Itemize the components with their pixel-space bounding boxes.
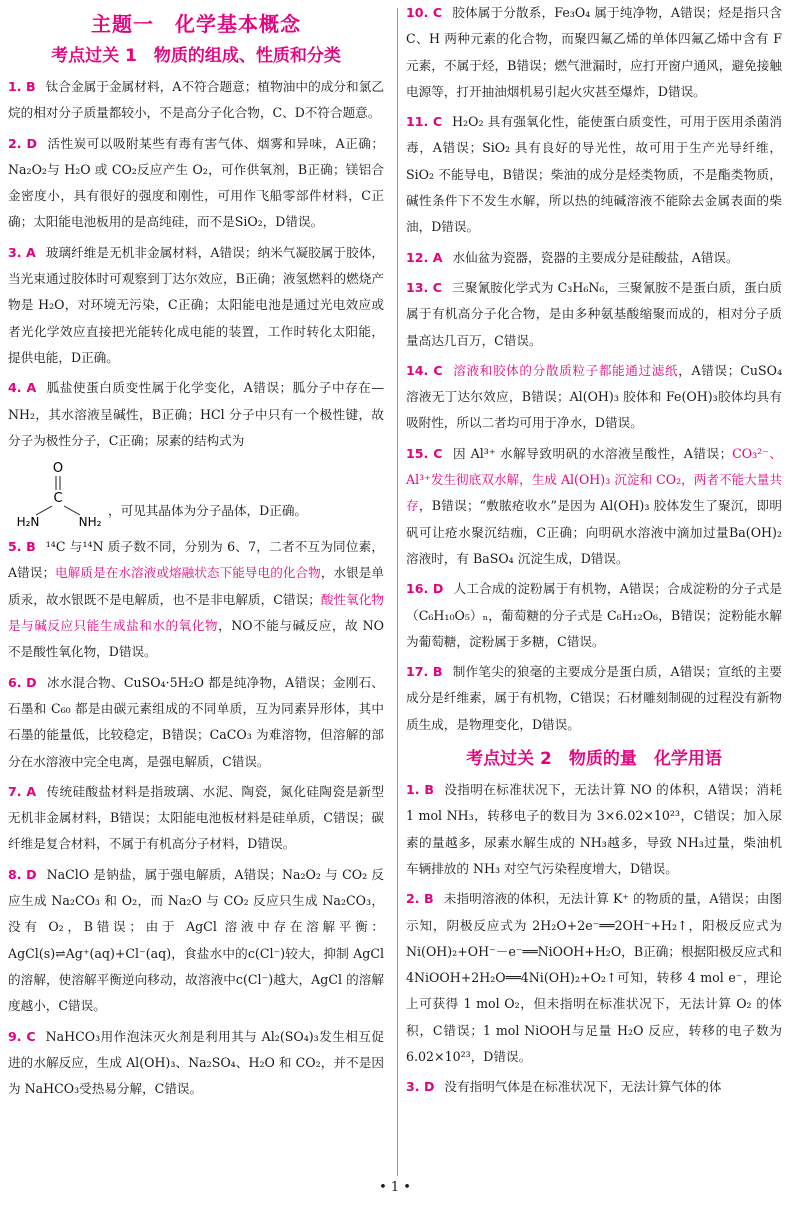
- question-number: 3.: [406, 1079, 424, 1095]
- question-number: 13.: [406, 279, 433, 295]
- answer-letter: C: [433, 362, 443, 378]
- answer-letter: A: [432, 249, 443, 265]
- column-divider: [397, 8, 398, 1176]
- bond-c-n-right: [64, 506, 80, 515]
- highlighted-text: 电解质是在水溶液或熔融状态下能导电的化合物: [55, 565, 321, 581]
- answer-letter: D: [432, 581, 444, 597]
- explanation-text: 制作笔尖的狼毫的主要成分是蛋白质，A错误；宣纸的主要成分是纤维素，属于有机物，C错误；石材雕刻制砚的过程没有新物质生成，是物理变化，D错误。: [406, 664, 782, 732]
- question-number: 17.: [406, 664, 433, 680]
- explanation-text: 三聚氰胺化学式为 C₃H₆N₆，三聚氰胺不是蛋白质，蛋白质属于有机高分子化合物，是由多种氨基酸缩聚而成的，相对分子质量高达几百万，C错误。: [406, 279, 782, 348]
- answer-letter: C: [432, 114, 443, 130]
- amino-group-left: H₂N: [16, 515, 40, 530]
- explanation-text: 没有指明气体是在标准状况下，无法计算气体的体: [444, 1079, 722, 1095]
- explanation-text: ，NO不能与碱反应，故 NO 不是酸性氧化物，D错误。: [8, 618, 385, 660]
- answer-item: [406, 245, 782, 271]
- answer-letter: B: [26, 539, 36, 555]
- answer-item: [406, 358, 782, 437]
- question-number: 9.: [8, 1028, 27, 1044]
- answer-item: [8, 534, 384, 665]
- section-title-2: 考点过关 2 物质的量 化学用语: [466, 749, 722, 770]
- answer-item: [8, 131, 384, 236]
- explanation-text: 没指明在标准状况下，无法计算 NO 的体积，A错误；消耗 1 mol NH₃，转移电子的数目为 3×6.02×10²³，C错误；加入尿素的量越多，尿素水解生成的 NH₃越多，导致 NH₃过量，柴油机车辆排放的 NH₃ 对空气污染程度增大，D错误。: [406, 782, 782, 876]
- answer-letter: B: [26, 79, 36, 94]
- explanation-text: 冰水混合物、CuSO₄·5H₂O 都是纯净物，A错误；金刚石、石墨和 C₆₀ 都是由碳元素组成的不同单质，互为同素异形体，其中石墨的能量低，比较稳定，B错误；CaCO₃ 为难溶物，但溶解的部分在水溶液中完全电离，是强电解质，C错误。: [8, 674, 385, 769]
- atom-carbon: C: [53, 491, 63, 507]
- answer-item: [8, 74, 384, 127]
- question-number: 11.: [406, 114, 433, 130]
- answer-list-right: [406, 0, 782, 738]
- question-number: 8.: [8, 866, 27, 882]
- question-number: 1.: [8, 79, 26, 94]
- section-title-1: 考点过关 1 物质的组成、性质和分类: [51, 46, 341, 66]
- answer-letter: B: [424, 782, 434, 798]
- explanation-text: 因 Al³⁺ 水解导致明矾的水溶液呈酸性，A错误；: [452, 445, 733, 461]
- question-number: 16.: [406, 581, 433, 597]
- explanation-text: ，水银是单质汞，故水银既不是电解质，也不是非电解质，C错误；: [8, 565, 385, 607]
- answer-letter: D: [26, 674, 37, 690]
- answer-item: [406, 441, 782, 572]
- question-number: 7.: [8, 783, 27, 799]
- urea-structural-formula: [8, 458, 108, 530]
- answer-letter: D: [423, 1079, 435, 1095]
- bond-c-n-left: [36, 506, 52, 515]
- answer-item: [406, 886, 782, 1070]
- explanation-text: ，可见其晶体为分子晶体，D正确。: [108, 503, 308, 519]
- right-column: [406, 0, 782, 1105]
- answer-item: [406, 777, 782, 882]
- explanation-text: 玻璃纤维是无机非金属材料，A错误；纳米气凝胶属于胶体，当光束通过胶体时可观察到丁达尔效应，B正确；液氢燃料的燃烧产物是 H₂O，对环境无污染，C正确；太阳能电池是通过光电效应或者光化学效应直接把光能转化成电能的装置，工作时转化太阳能，提供电能，D正确。: [8, 244, 384, 365]
- answer-item: [406, 109, 782, 240]
- page-number: • 1 •: [379, 1180, 411, 1195]
- explanation-text: 人工合成的淀粉属于有机物，A错误；合成淀粉的分子式是（C₆H₁₀O₅）ₙ，葡萄糖的分子式是 C₆H₁₂O₆，B错误；淀粉能水解为葡萄糖，淀粉属于多糖，C错误。: [406, 581, 782, 649]
- atom-oxygen: O: [52, 461, 64, 477]
- explanation-text: NaHCO₃用作泡沫灭火剂是利用其与 Al₂(SO₄)₃发生相互促进的水解反应，生成 Al(OH)₃、Na₂SO₄、H₂O 和 CO₂，并不是因为 NaHCO₃受热易分解，C错误。: [8, 1028, 384, 1097]
- explanation-text: 钛合金属于金属材料，A不符合题意；植物油中的成分和氯乙烷的相对分子质量都较小，不是高分子化合物，C、D不符合题意。: [8, 79, 384, 121]
- answer-letter: C: [26, 1028, 36, 1044]
- answer-item: [406, 576, 782, 655]
- question-number: 6.: [8, 674, 27, 690]
- answer-list-left: [8, 74, 384, 1102]
- question-number: 5.: [8, 539, 27, 555]
- answer-item: [406, 1074, 782, 1100]
- topic-title: 主题一 化学基本概念: [91, 12, 301, 36]
- highlighted-text: CO₃²⁻、Al³⁺发生彻底双水解，生成 Al(OH)₃ 沉淀和 CO₂，两者不能大量共存: [406, 445, 782, 514]
- answer-letter: D: [26, 866, 37, 882]
- urea-structure-row: [8, 458, 384, 530]
- explanation-text: ，B错误；“敷脓疮收水”是因为 Al(OH)₃ 胶体发生了聚沉，即明矾可让疮水聚沉结痂，C正确；向明矾水溶液中滴加过量Ba(OH)₂ 溶液时，有 BaSO₄ 沉淀生成，D错误。: [406, 498, 782, 566]
- explanation-text: H₂O₂ 具有强氧化性，能使蛋白质变性，可用于医用杀菌消毒，A错误；SiO₂ 具有良好的导光性，故可用于生产光导纤维，SiO₂ 不能导电，B错误；柴油的成分是烃类物质，不是酯类物质，碱性条件下不发生水解，所以热的纯碱溶液不能除去金属表面的柴油，D错误。: [406, 114, 782, 235]
- answer-item: [8, 240, 384, 371]
- answer-letter: C: [432, 5, 443, 20]
- question-number: 4.: [8, 380, 27, 396]
- answer-letter: A: [26, 380, 37, 396]
- amino-group-right: NH₂: [78, 515, 102, 530]
- answer-list-right-2: [406, 777, 782, 1101]
- question-number: 10.: [406, 5, 433, 20]
- question-number: 12.: [406, 249, 433, 265]
- explanation-text: 传统硅酸盐材料是指玻璃、水泥、陶瓷，氮化硅陶瓷是新型无机非金属材料，B错误；太阳能电池板材料是硅单质，C错误；碳纤维是复合材料，不属于有机高分子材料，D错误。: [8, 783, 385, 852]
- answer-letter: B: [424, 891, 434, 907]
- explanation-text: NaClO 是钠盐，属于强电解质，A错误；Na₂O₂ 与 CO₂ 反应生成 Na₂CO₃ 和 O₂，而 Na₂O 与 CO₂ 反应只生成 Na₂CO₃，没有 O₂，B错误；由于 AgCl 溶液中存在溶解平衡：AgCl(s)⇌Ag⁺(aq)+Cl⁻(aq)，食盐水中的c(Cl⁻)较大，抑制 AgCl 的溶解，使溶解平衡逆向移动，故溶液中c(Cl⁻)越大，AgCl 的溶解度越小，C错误。: [8, 866, 384, 1014]
- question-number: 14.: [406, 362, 434, 378]
- explanation-text: ¹⁴C 与¹⁴N 质子数不同，分别为 6、7，二者不互为同位素，A错误；: [8, 539, 385, 581]
- answer-item: [8, 375, 384, 454]
- answer-letter: A: [26, 244, 36, 260]
- explanation-text: 未指明溶液的体积，无法计算 K⁺ 的物质的量，A错误；由图示知，阴极反应式为 2H₂O+2e⁻══2OH⁻+H₂↑，阳极反应式为 Ni(OH)₂+OH⁻－e⁻══NiOOH+H₂O，B正确；根据阳极反应式和 4NiOOH+2H₂O══4Ni(OH)₂+O₂↑可知，转移 4 mol e⁻，理论上可获得 1 mol O₂，但未指明在标准状况下，无法计算 O₂ 的体积，C错误；1 mol NiOOH与足量 H₂O 反应，转移的电子数为 6.02×10²³，D错误。: [406, 891, 782, 1064]
- answer-letter: D: [26, 135, 37, 151]
- answer-item: [8, 779, 384, 858]
- answer-item: [406, 0, 782, 105]
- answer-item: [406, 275, 782, 354]
- explanation-text: 胶体属于分散系，Fe₃O₄ 属于纯净物，A错误；烃是指只含 C、H 两种元素的化合物，而聚四氟乙烯的单体四氟乙烯中含有 F 元素，不属于烃，B错误；燃气泄漏时，应打开窗户通风，避免接触电源等，打开抽油烟机易引起火灾甚至爆炸，D错误。: [406, 5, 782, 99]
- answer-letter: A: [26, 783, 37, 799]
- highlighted-text: 酸性氧化物是与碱反应只能生成盐和水的氧化物: [8, 591, 385, 634]
- answer-item: [8, 862, 384, 1020]
- highlighted-text: 溶液和胶体的分散质粒子都能通过滤纸: [452, 362, 679, 378]
- explanation-text: 水仙盆为瓷器，瓷器的主要成分是硅酸盐，A错误。: [452, 249, 739, 265]
- question-number: 15.: [406, 445, 434, 461]
- explanation-text: 胍盐使蛋白质变性属于化学变化，A错误；胍分子中存在—NH₂，其水溶液呈碱性，B正确；HCl 分子中只有一个极性键，故分子为极性分子，C正确；尿素的结构式为: [8, 380, 384, 448]
- question-number: 2.: [406, 891, 425, 907]
- question-number: 1.: [406, 782, 425, 798]
- explanation-text: ，A错误；CuSO₄ 溶液无丁达尔效应，B错误；Al(OH)₃ 胶体和 Fe(OH)₃胶体均具有吸附性，所以二者均可用于净水，D错误。: [406, 362, 782, 431]
- answer-letter: C: [433, 445, 443, 461]
- left-column: [8, 0, 384, 1106]
- question-number: 2.: [8, 135, 27, 151]
- answer-letter: B: [432, 664, 443, 680]
- explanation-text: 活性炭可以吸附某些有毒有害气体、烟雾和异味，A正确；Na₂O₂与 H₂O 或 CO₂反应产生 O₂，可作供氧剂，B正确；镁铝合金密度小，具有很好的强度和刚性，可用作飞船零部件材料，C正确；太阳能电池板用的是高纯硅，而不是SiO₂，D错误。: [8, 135, 384, 230]
- answer-item: [8, 1024, 384, 1103]
- answer-letter: C: [432, 279, 443, 295]
- answer-item: [406, 659, 782, 738]
- answer-item: [8, 670, 384, 775]
- question-number: 3.: [8, 244, 26, 260]
